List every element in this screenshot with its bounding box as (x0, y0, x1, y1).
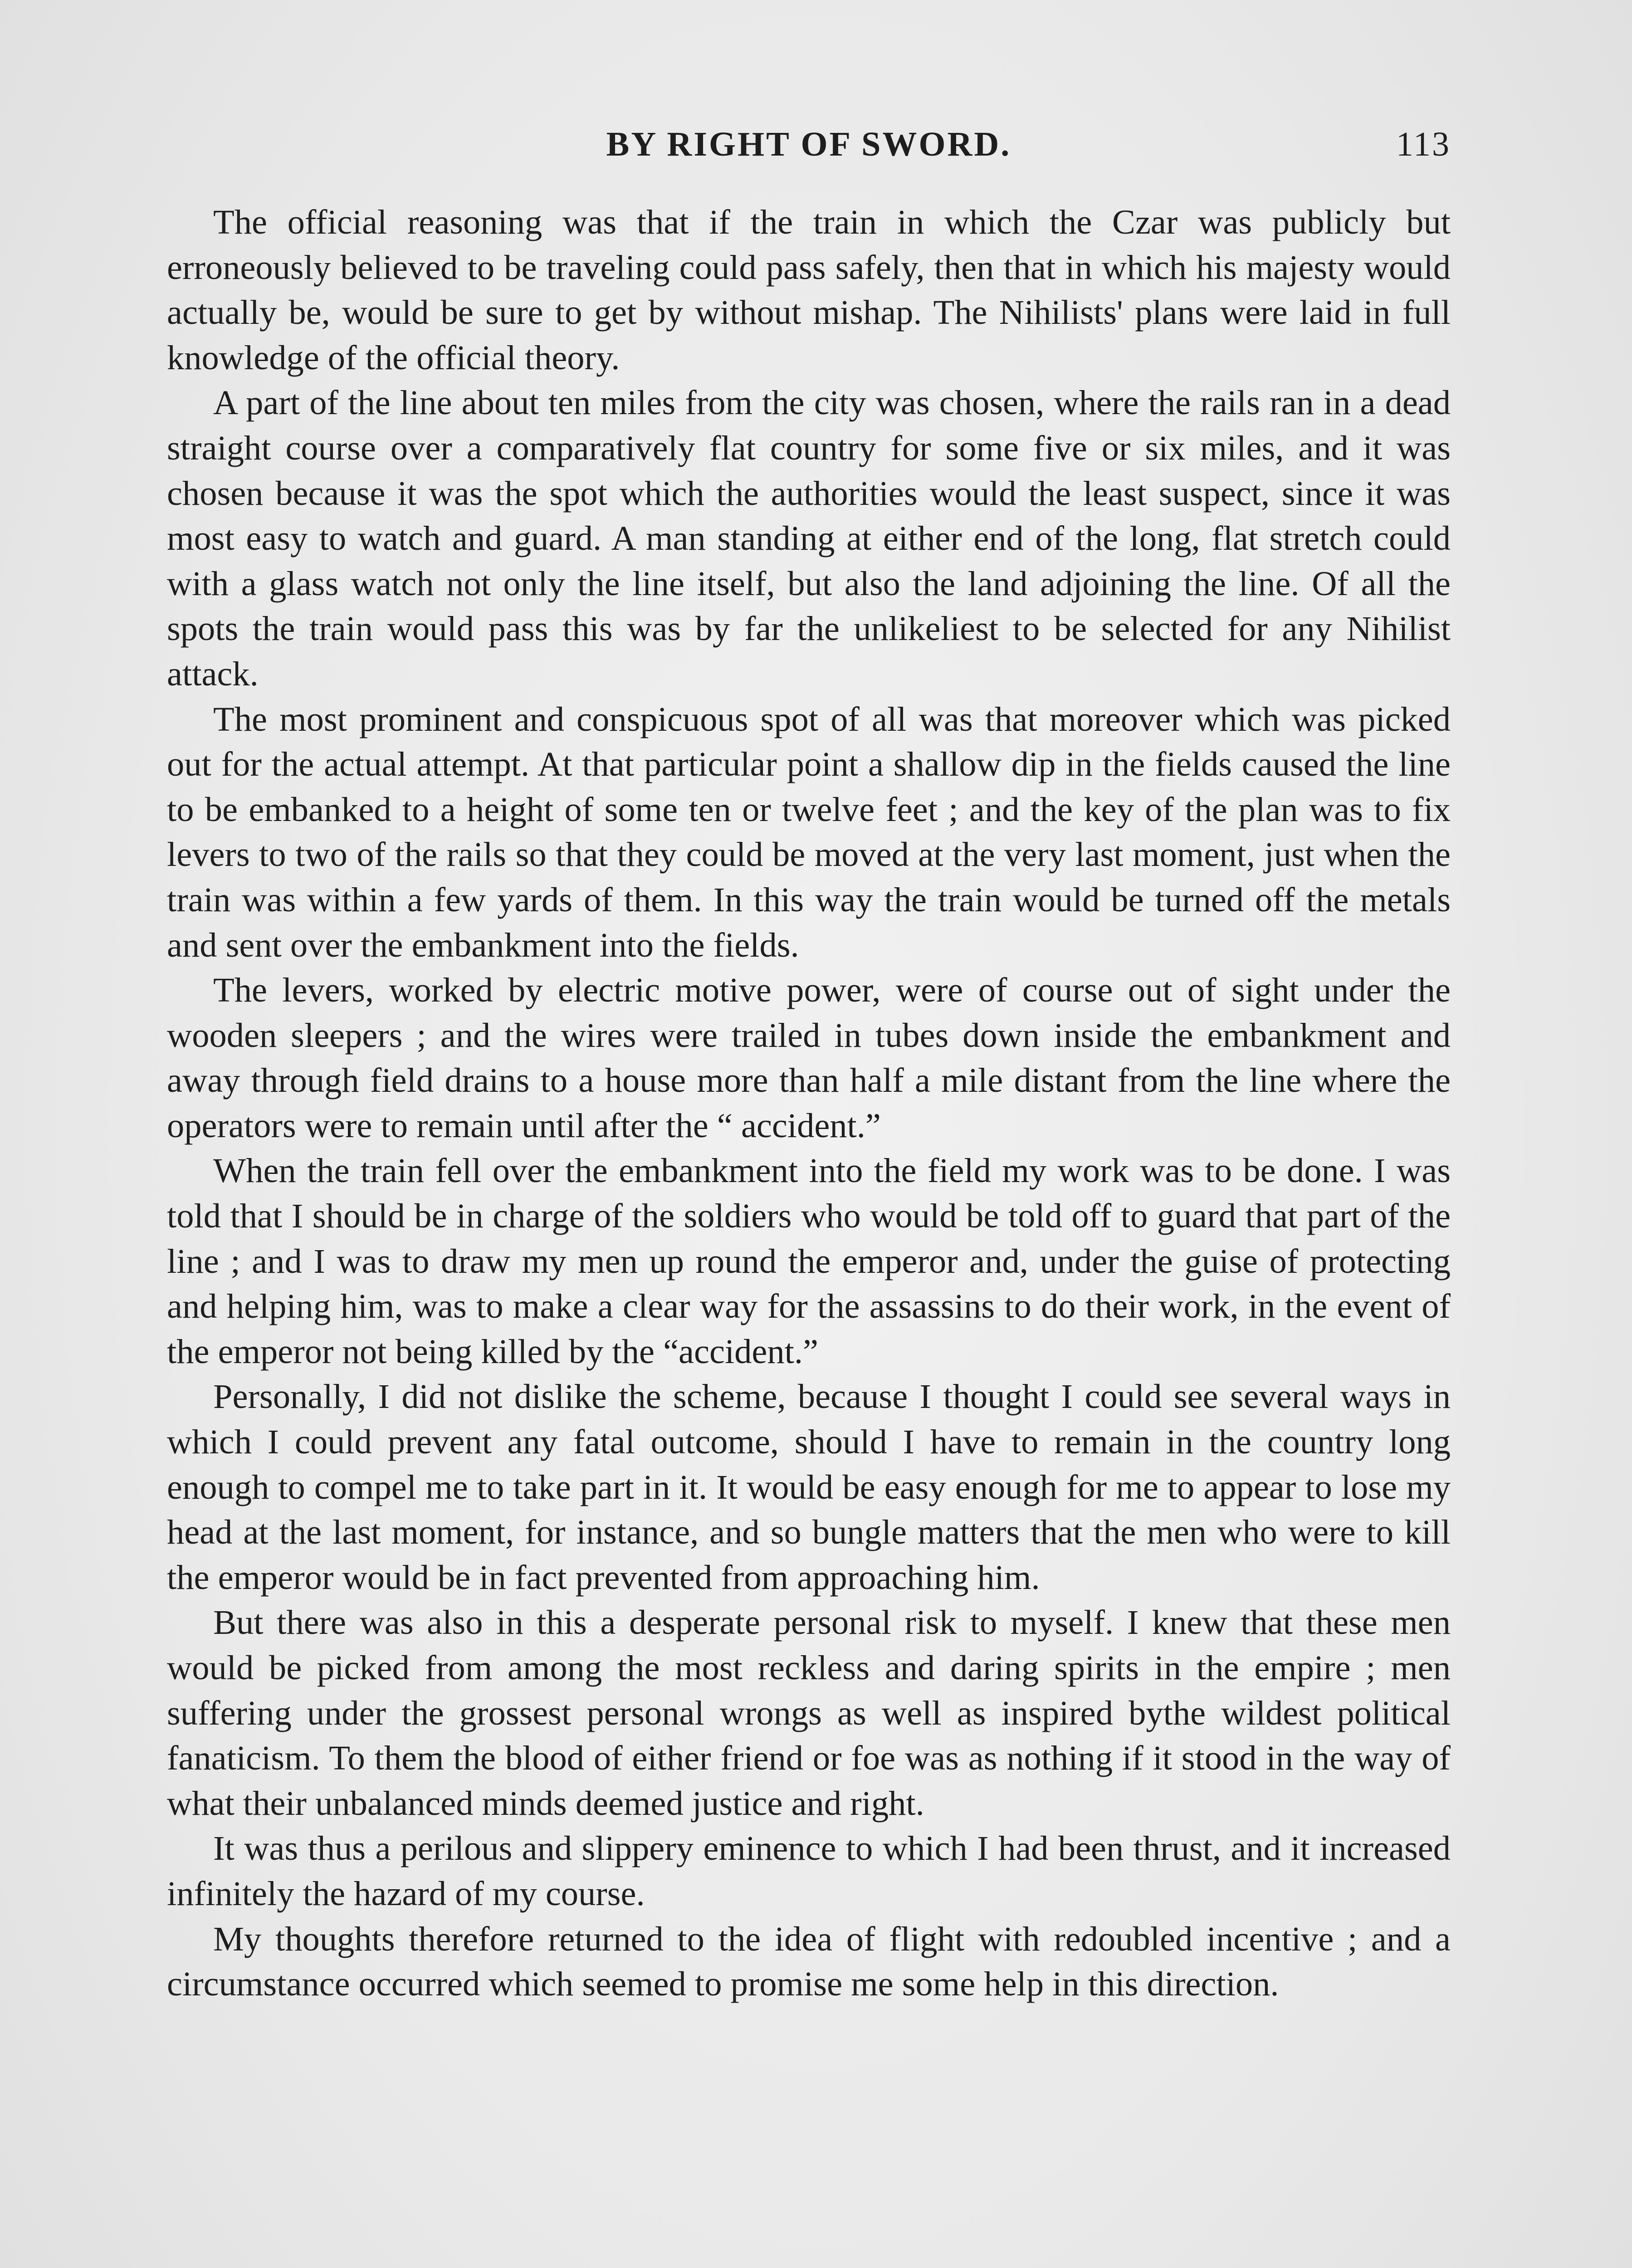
paragraph-5: When the train fell over the embankment into the field my work was to be done. I was told that I should be in charge of the soldiers who would be told off to guard that part of the line ; and I was to draw my men up round the emperor and, under the guise of protecting and helping him, was to make a clear way for the assassins to do their work, in the event of the emperor not being killed by the “accident.” (167, 1151, 1451, 1371)
paragraph-6: Personally, I did not dislike the scheme, because I thought I could see several ways in which I could prevent any fatal outcome, should I have to remain in the country long enough to compel me to take part in it. It would be easy enough for me to appear to lose my head at the last moment, for instance, and so bungle matters that the men who were to kill the emperor would be in fact prevented from approaching him. (167, 1377, 1451, 1597)
paragraph-1: The official reasoning was that if the train in which the Czar was publicly but erroneously believed to be traveling could pass safely, then that in which his majesty would actually be, would be sure to get by without mishap. The Nihilists' plans were laid in full knowledge of the official theory. (167, 203, 1451, 377)
paragraph-2: A part of the line about ten miles from the city was chosen, where the rails ran in a dead straight course over a comparatively flat country for some five or six miles, and it was chosen because it was the spot which the authorities would the least suspect, since it was most easy to watch and guard. A man standing at either end of the long, flat stretch could with a glass watch not only the line itself, but also the land adjoining the line. Of all the spots the train would pass this was by far the unlikeliest to be selected for any Nihilist attack. (167, 383, 1451, 693)
paragraph-7: But there was also in this a desperate personal risk to myself. I knew that these men would be picked from among the most reckless and daring spirits in the empire ; men suffering under the grossest personal wrongs as well as inspired bythe wildest political fanaticism. To them the blood of either friend or foe was as nothing if it stood in the way of what their unbalanced minds deemed justice and right. (167, 1603, 1451, 1823)
running-title: BY RIGHT OF SWORD. (606, 125, 1011, 163)
page-number: 113 (1396, 125, 1451, 163)
paragraph-4: The levers, worked by electric motive power, were of course out of sight under the wooden sleepers ; and the wires were trailed in tubes down inside the embankment and away through field drains to a house more than half a mile distant from the line where the operators were to remain until after the “ accident.” (167, 971, 1451, 1145)
paragraph-3: The most prominent and conspicuous spot of all was that moreover which was picked out for the actual attempt. At that particular point a shallow dip in the fields caused the line to be embanked to a height of some ten or twelve feet ; and the key of the plan was to fix levers to two of the rails so that they could be moved at the very last moment, just when the train was within a few yards of them. In this way the train would be turned off the metals and sent over the embankment into the fields. (167, 699, 1451, 964)
paragraph-8: It was thus a perilous and slippery eminence to which I had been thrust, and it increased infinitely the hazard of my course. (167, 1829, 1451, 1913)
page-header (167, 122, 1451, 171)
paragraph-9: My thoughts therefore returned to the idea of flight with redoubled incentive ; and a circumstance occurred which seemed to promise me some help in this direction. (167, 1919, 1451, 2004)
body-text (167, 200, 1451, 2007)
